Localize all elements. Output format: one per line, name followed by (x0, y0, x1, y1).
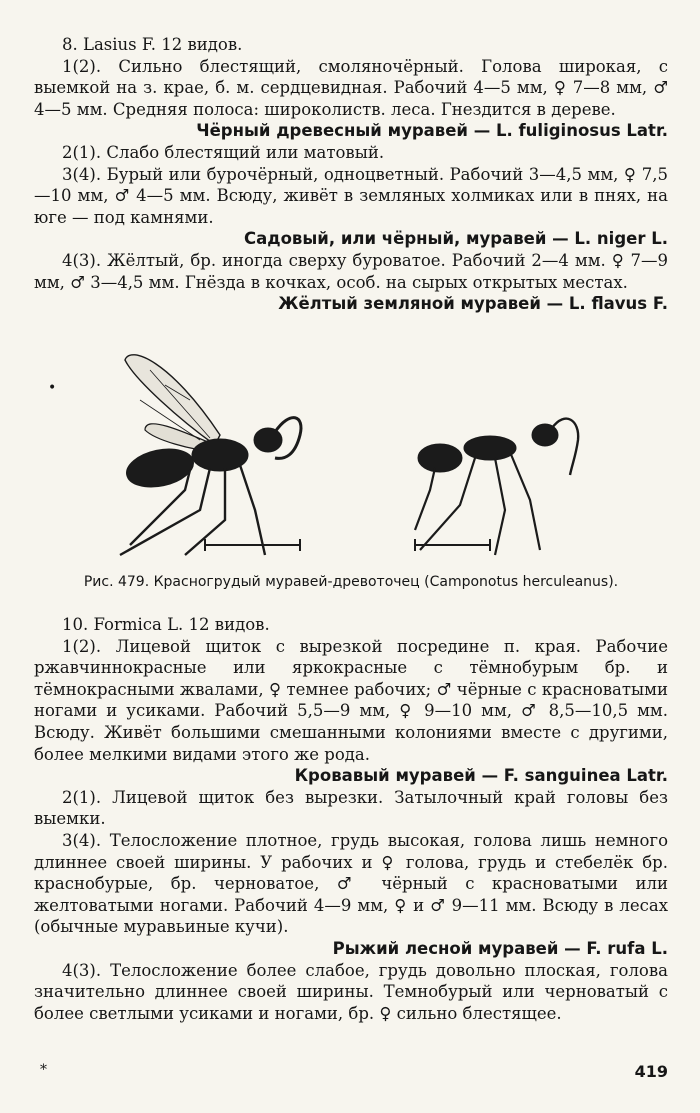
species-name: Кровавый муравей — F. sanguinea Latr. (294, 766, 668, 786)
species-name: Рыжий лесной муравей — F. rufa L. (332, 938, 668, 958)
formica-section (34, 614, 668, 1024)
print-speck: • (48, 380, 57, 396)
key-couplet: 2(1). Лицевой щиток без вырезки. Затылочный край головы без выемки. (34, 787, 668, 829)
page-number: 419 (634, 1062, 668, 1081)
species-name: Чёрный древесный муравей — L. fuliginosus Latr. (196, 121, 668, 141)
species-name: Садовый, или чёрный, муравей — L. niger L. (244, 229, 668, 249)
key-couplet: 3(4). Телосложение плотное, грудь высокая, голова лишь немного длиннее своей ширины. У рабочих и ♀ голова, грудь и стебелёк бр. краснобурые, бр. черноватое, ♂ чёрный с красноватыми или желтоватыми ногами. Рабочий 4—9 мм, ♀ и ♂ 9—11 мм. Всюду в лесах (обычные муравьиные кучи). (34, 830, 668, 937)
key-couplet: 1(2). Сильно блестящий, смоляночёрный. Голова широкая, с выемкой на з. крае, б. м. сердцевидная. Рабочий 4—5 мм, ♀ 7—8 мм, ♂ 4—5 мм. Средняя полоса: широколиств. леса. Гнездится в дереве. (34, 56, 668, 119)
species-name: Жёлтый земляной муравей — L. flavus F. (278, 294, 668, 314)
key-couplet: 3(4). Бурый или бурочёрный, одноцветный. Рабочий 3—4,5 мм, ♀ 7,5—10 мм, ♂ 4—5 мм. Всюду, живёт в земляных холмиках или в пнях, на юге — под камнями. (34, 164, 668, 227)
ant-illustration (90, 340, 650, 570)
key-couplet: 4(3). Телосложение более слабое, грудь довольно плоская, голова значительно длиннее своей ширины. Темнобурый или черноватый с более светлыми усиками и ногами, бр. ♀ сильно блестящее. (34, 960, 668, 1023)
genus-heading-formica: 10. Formica L. 12 видов. (62, 615, 270, 634)
key-couplet: 4(3). Жёлтый, бр. иногда сверху буроватое. Рабочий 2—4 мм. ♀ 7—9 мм, ♂ 3—4,5 мм. Гнёзда в кочках, особ. на сырых открытых местах. (34, 250, 668, 292)
key-couplet: 1(2). Лицевой щиток с вырезкой посредине п. края. Рабочие ржавчиннокрасные или яркокрасные с тёмнобурым бр. и тёмнокрасными жвалами, ♀ темнее рабочих; ♂ чёрные с красноватыми ногами и усиками. Рабочий 5,5—9 мм, ♀ 9—10 мм, ♂ 8,5—10,5 мм. Всюду. Живёт большими смешанными колониями вместе с другими, более мелкими видами этого же рода. (34, 636, 668, 764)
key-couplet: 2(1). Слабо блестящий или матовый. (62, 142, 385, 162)
winged-ant-drawing (120, 355, 301, 555)
figure-caption: Рис. 479. Красногрудый муравей-древоточец (Camponotus herculeanus). (83, 574, 619, 590)
worker-ant-drawing (415, 419, 578, 555)
print-mark: * (40, 1062, 47, 1078)
genus-heading-lasius: 8. Lasius F. 12 видов. (62, 35, 243, 54)
lasius-section (34, 34, 668, 315)
